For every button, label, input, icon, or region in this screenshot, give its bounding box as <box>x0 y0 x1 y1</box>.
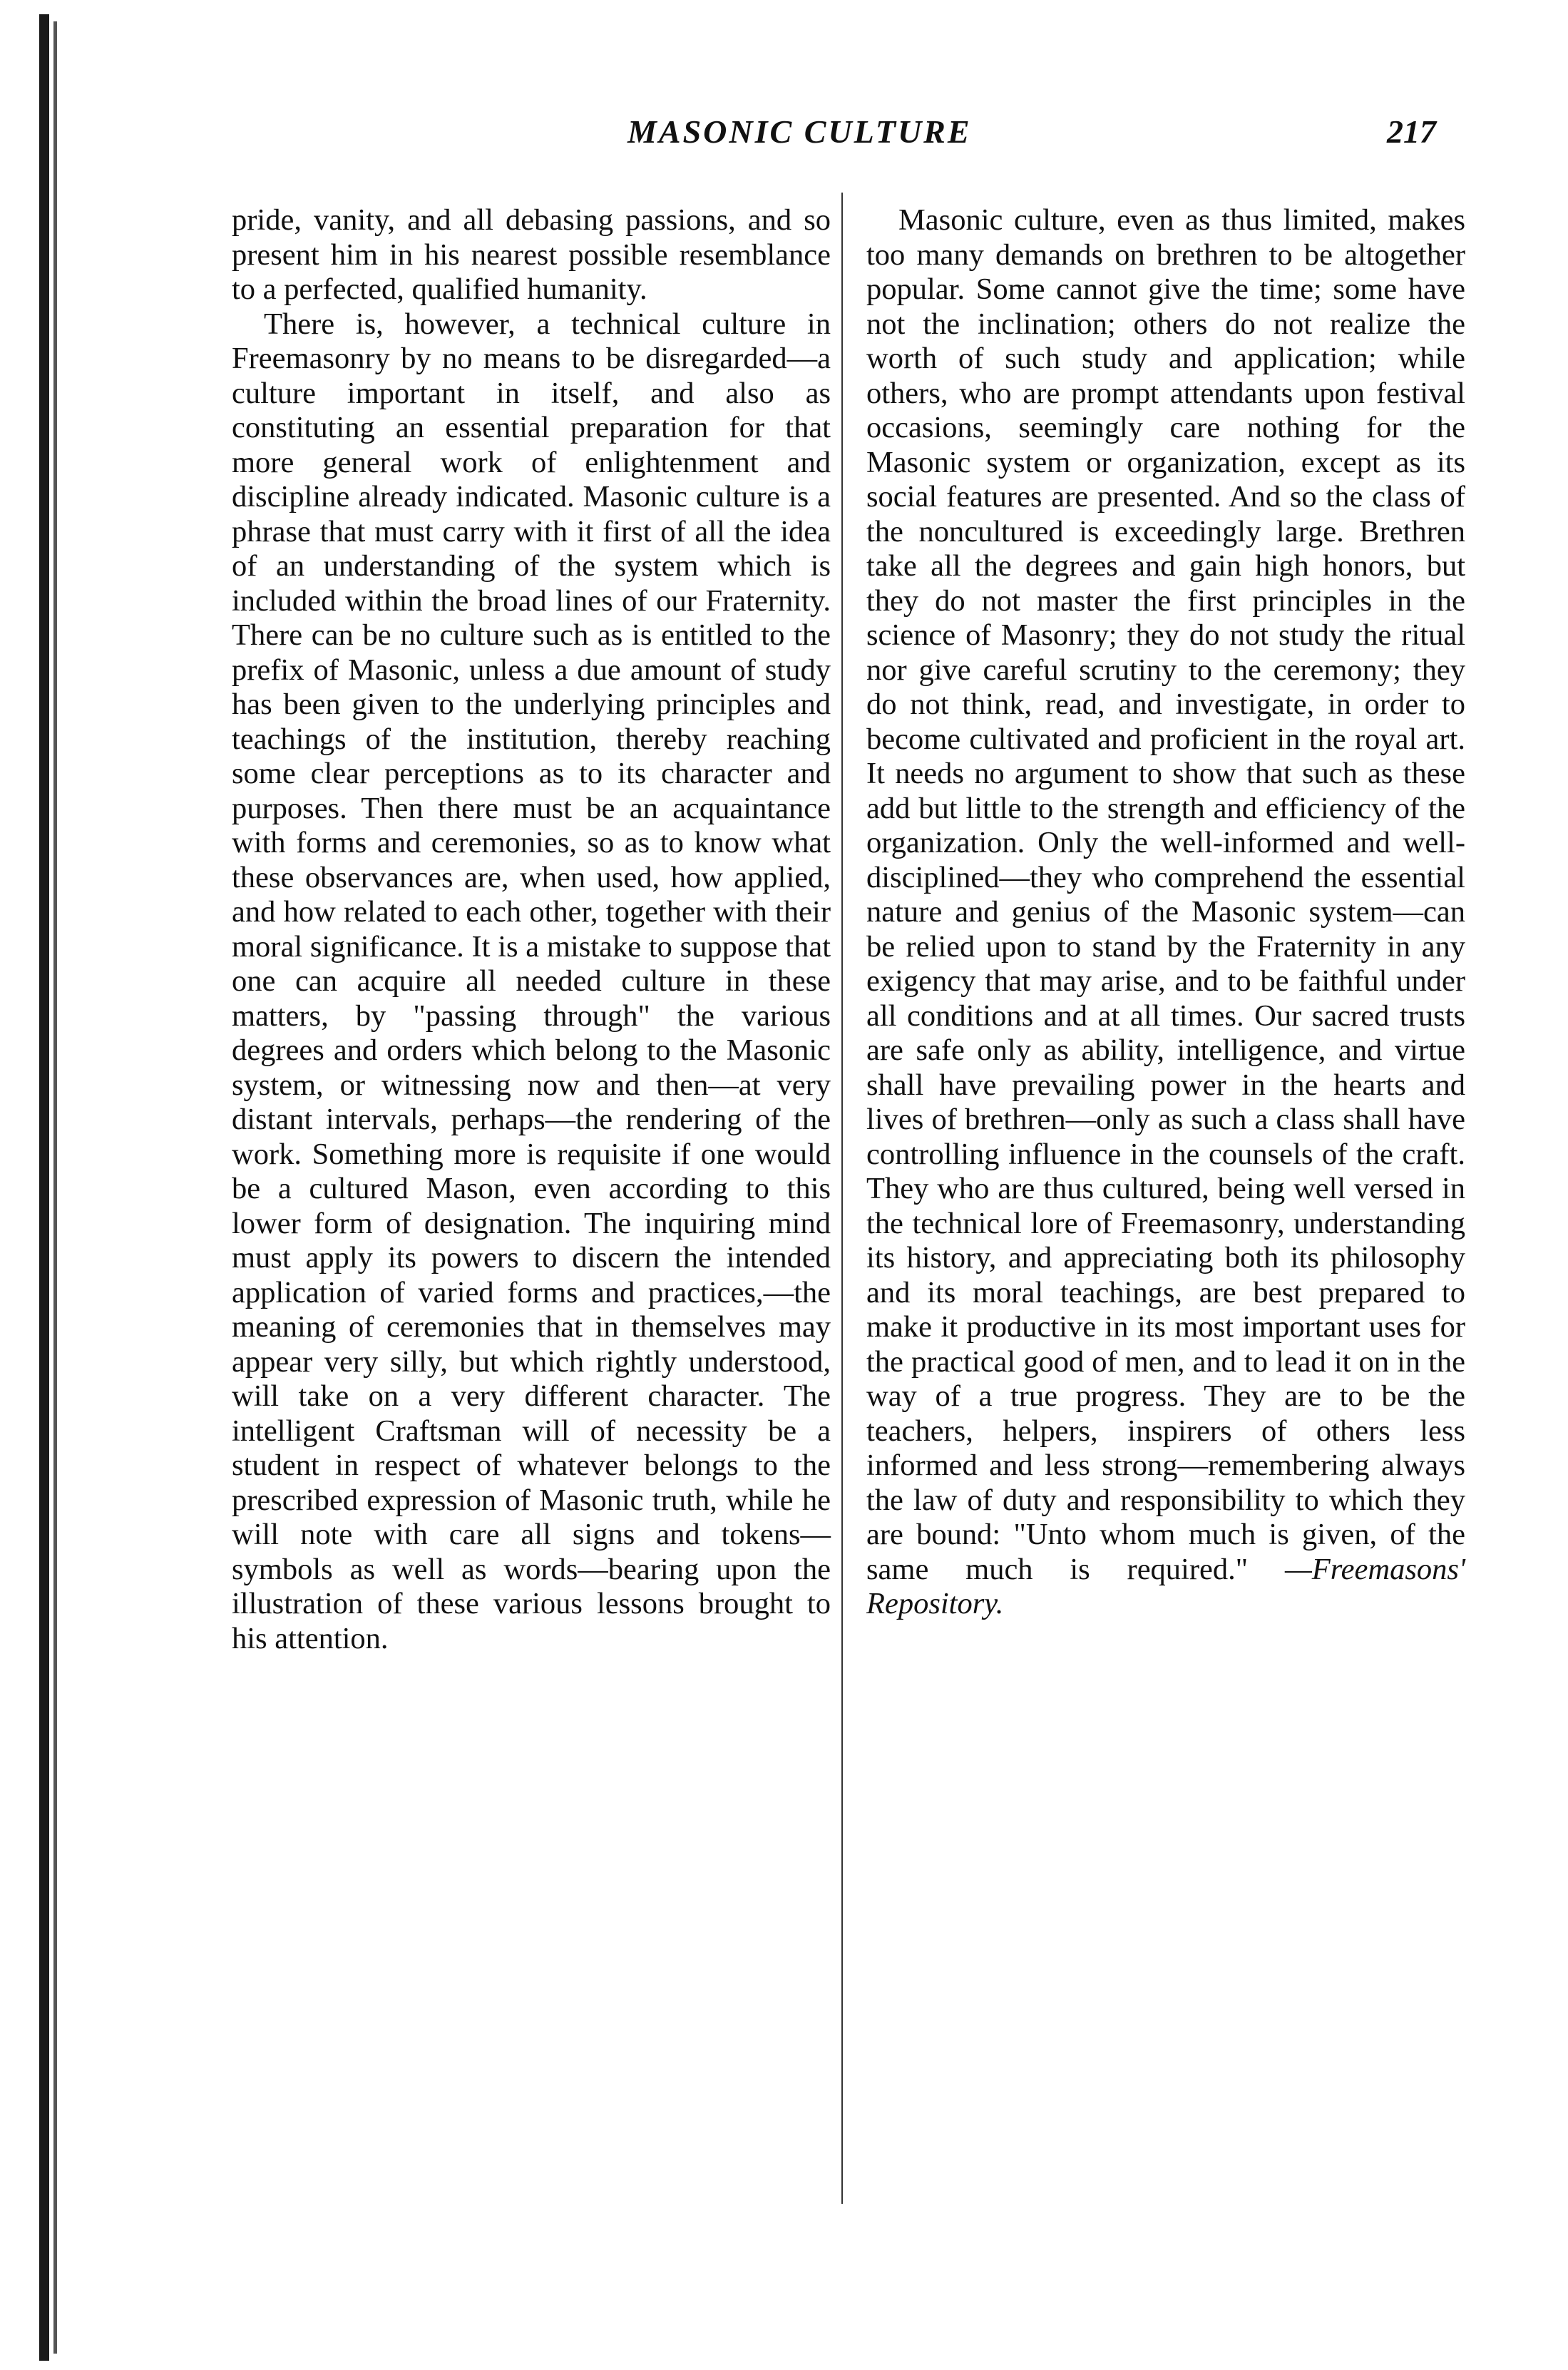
left-paragraph-technical-culture: There is, however, a technical culture in Freemasonry by no means to be disregarded—a culture important in itself, and also as constituting an essential preparation for that more general work of enlightenment and discipline already indicated. Masonic culture is a phrase that must carry with it first of all the idea of an understanding of the system which is included within the broad lines of our Fraternity. There can be no culture such as is entitled to the prefix of Masonic, unless a due amount of study has been given to the underlying principles and teachings of the institution, thereby reaching some clear perceptions as to its character and purposes. Then there must be an acquaintance with forms and ceremonies, so as to know what these observances are, when used, how applied, and how related to each other, together with their moral significance. It is a mistake to suppose that one can acquire all needed culture in these matters, by "passing through" the various degrees and orders which belong to the Masonic system, or witnessing now and then—at very distant intervals, perhaps—the rendering of the work. Something more is requisite if one would be a cultured Mason, even according to this lower form of designation. The inquiring mind must apply its powers to discern the intended application of varied forms and practices,—the meaning of ceremonies that in themselves may appear very silly, but which rightly understood, will take on a very different character. The intelligent Craftsman will of necessity be a student in respect of whatever belongs to the prescribed expression of Masonic truth, while he will note with care all signs and tokens—symbols as well as words—bearing upon the illustration of these various lessons brought to his attention. <box>232 307 831 1655</box>
source-attribution: —Freemasons' Repository. <box>866 1552 1465 1620</box>
right-text-column <box>866 203 1465 1622</box>
left-text-column <box>232 203 831 1656</box>
column-divider <box>841 193 843 2204</box>
running-head-title: MASONIC CULTURE <box>627 113 972 150</box>
page-binding-shadow <box>53 21 57 2354</box>
right-paragraph-masonic-culture <box>866 203 1465 1622</box>
right-paragraph-body: Masonic culture, even as thus limited, makes too many demands on brethren to be altogether popular. Some cannot give the time; some have not the inclination; others do not realize the worth of such study and application; while others, who are prompt attendants upon festival occasions, seemingly care nothing for the Masonic system or organization, except as its social features are presented. And so the class of the noncultured is exceedingly large. Brethren take all the degrees and gain high honors, but they do not master the first principles in the science of Masonry; they do not study the ritual nor give careful scrutiny to the ceremony; they do not think, read, and investigate, in order to become cultivated and proficient in the royal art. It needs no argument to show that such as these add but little to the strength and efficiency of the organization. Only the well-informed and well-disciplined—they who comprehend the essential nature and genius of the Masonic system—can be relied upon to stand by the Fraternity in any exigency that may arise, and to be faithful under all conditions and at all times. Our sacred trusts are safe only as ability, intelligence, and virtue shall have prevailing power in the hearts and lives of brethren—only as such a class shall have controlling influence in the counsels of the craft. They who are thus cultured, being well versed in the technical lore of Freemasonry, understanding its history, and appreciating both its philosophy and its moral teachings, are best prepared to make it productive in its most important uses for the practical good of men, and to lead it on in the way of a true progress. They are to be the teachers, helpers, inspirers of others less informed and less strong—remembering always the law of duty and responsibility to which they are bound: "Unto whom much is given, of the same much is required." <box>866 203 1465 1586</box>
left-paragraph-continuation: pride, vanity, and all debasing passions, and so present him in his nearest possible resemblance to a perfected, qualified humanity. <box>232 203 831 306</box>
page-binding-edge <box>39 14 49 2361</box>
page-number: 217 <box>1387 113 1436 150</box>
